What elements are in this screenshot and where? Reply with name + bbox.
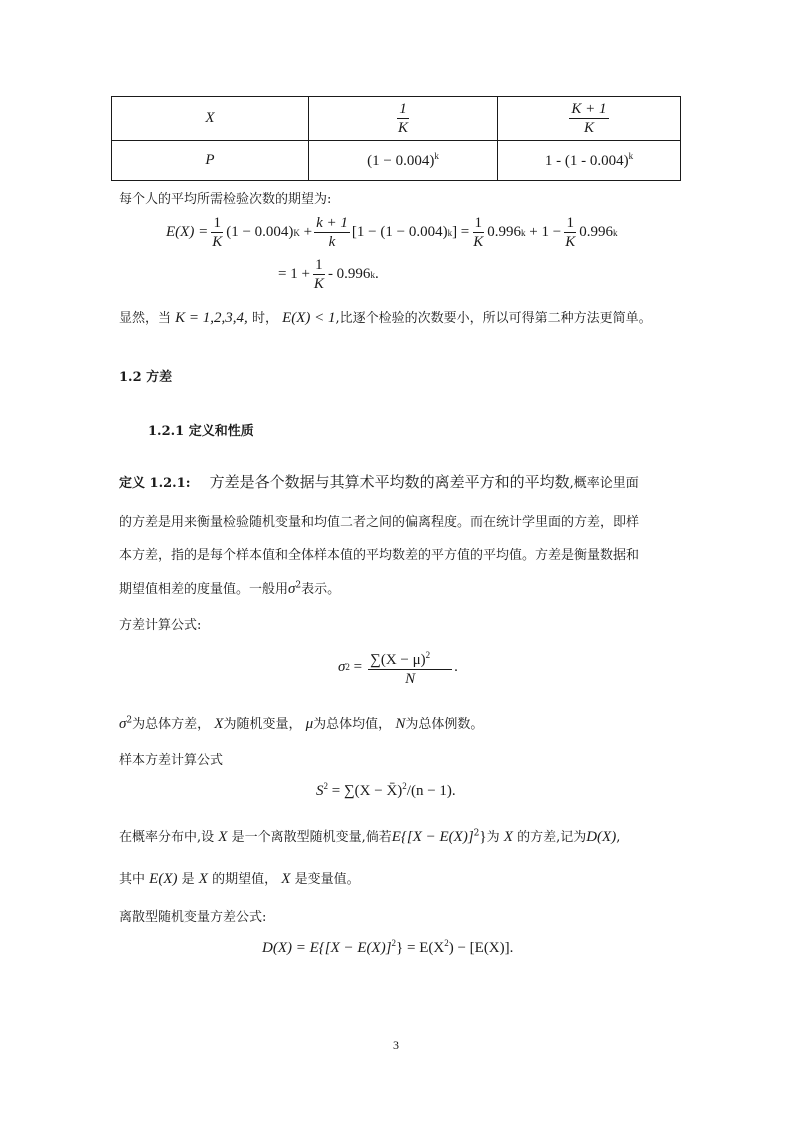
definition-line-2: 的方差是用来衡量检验随机变量和均值二者之间的偏离程度。而在统计学里面的方差，即样 — [119, 515, 640, 530]
table-cell: $(1 - 0.004)^k$ — [309, 141, 498, 181]
section-heading: 1.2 方差 — [119, 370, 173, 385]
table-row — [112, 97, 681, 141]
table-cell-x-label: X — [112, 97, 309, 141]
expectation-equation: E(X) = $\frac{1}{K}$ (1 − 0.004) K + $\frac{k + 1}{k}$ [1 − (1 − 0.004) k ] = $\frac{1}{K}$ 0.996 k + 1 − $\frac{1}{K}$ 0.996 k — [166, 215, 618, 250]
table-cell: $\frac{K + 1}{K}$ — [498, 97, 681, 141]
table-cell-p-label: P — [112, 141, 309, 181]
expectation-note: 其中 E(X) 是 X 的期望值， X 是变量值。 — [119, 871, 360, 887]
population-variance-formula: σ 2 = $\frac{\sum(X - \mu)^2}{N}$ . — [338, 646, 458, 688]
discrete-variance-formula: $D(X) = E\{[X - E(X)]^2\} = E(X^2) - [E(X)]$. — [262, 938, 514, 956]
definition-line-3: 本方差，指的是每个样本值和全体样本值的平均数差的平方值的平均值。方差是衡量数据和 — [119, 548, 640, 563]
sigma-description: $\sigma^2$为总体方差， X为随机变量， μ为总体均值， N为总体例数。 — [119, 715, 484, 732]
definition-line-4: 期望值相差的度量值。一般用$\sigma^2$表示。 — [119, 580, 341, 597]
variance-formula-title: 方差计算公式: — [119, 618, 202, 633]
table-cell: 1 - (1 - 0.004)$^k$ — [498, 141, 681, 181]
sample-variance-formula: $S^2 = \sum(X$ − X̄)$^2$/(n − 1). — [316, 781, 456, 799]
discrete-formula-title: 离散型随机变量方差公式: — [119, 910, 267, 925]
subsection-heading: 1.2.1 定义和性质 — [148, 424, 254, 439]
expectation-simplified: = 1 + $\frac{1}{K}$ - 0.996 k . — [278, 257, 379, 292]
discrete-definition: 在概率分布中,设 X 是一个离散型随机变量,倘若$E\{[X - E(X)]^2\}$为 X 的方差,记为D(X), — [119, 828, 621, 845]
expectation-intro: 每个人的平均所需检验次数的期望为: — [119, 192, 332, 207]
definition-line-1: 定义 1.2.1: 方差是各个数据与其算术平均数的离差平方和的平均数,概率论里面 — [119, 473, 639, 491]
sample-variance-title: 样本方差计算公式 — [119, 753, 224, 768]
distribution-table — [111, 96, 681, 181]
table-cell: $\frac{1}{K}$ — [309, 97, 498, 141]
table-row — [112, 141, 681, 181]
conclusion-paragraph: 显然，当 K = 1,2,3,4, 时， E(X) < 1,比逐个检验的次数要小，所以可得第二种方法更简单。 — [119, 310, 652, 326]
page-number: 3 — [393, 1038, 399, 1052]
